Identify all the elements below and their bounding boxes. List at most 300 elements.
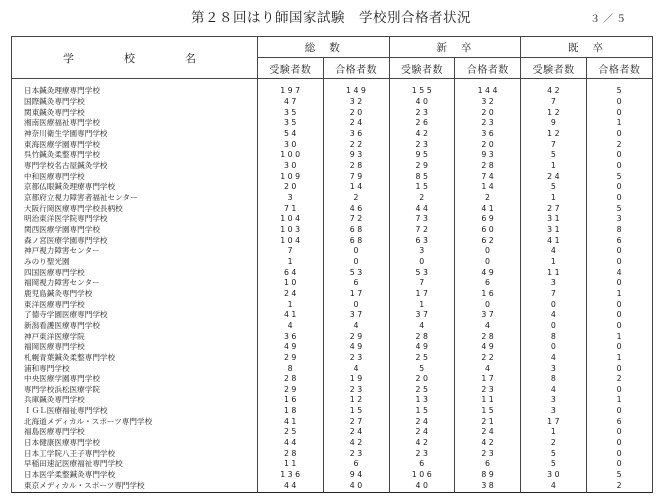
school-header: 学校名 [12, 37, 258, 79]
school-name: 明治東洋医学院専門学校 [12, 214, 258, 225]
table-row [12, 118, 653, 129]
cell-new-examinees: 85 [389, 172, 455, 183]
cell-previous-passed: 0 [586, 449, 652, 460]
cell-total-passed: 29 [323, 332, 389, 343]
table-row [12, 300, 653, 311]
school-name: 専門学校名古屋鍼灸学校 [12, 161, 258, 172]
cell-new-examinees: 25 [389, 385, 455, 396]
cell-total-passed: 27 [323, 417, 389, 428]
cell-previous-examinees: 24 [521, 172, 587, 183]
cell-new-passed: 69 [455, 214, 521, 225]
cell-total-passed: 94 [323, 470, 389, 481]
cell-total-passed: 68 [323, 236, 389, 247]
school-name: 京都府立視力障害者福祉センター [12, 193, 258, 204]
cell-previous-passed: 0 [586, 427, 652, 438]
cell-total-examinees: 104 [258, 236, 324, 247]
cell-new-passed: 74 [455, 172, 521, 183]
subheader-total-passed: 合格者数 [323, 58, 389, 79]
table-row [12, 79, 653, 98]
cell-new-passed: 14 [455, 182, 521, 193]
cell-previous-passed: 4 [586, 268, 652, 279]
cell-previous-passed: 0 [586, 300, 652, 311]
table-row [12, 459, 653, 470]
cell-new-passed: 49 [455, 268, 521, 279]
cell-new-passed: 20 [455, 108, 521, 119]
cell-previous-examinees: 3 [521, 396, 587, 407]
school-name: 日本医学柔整鍼灸専門学校 [12, 470, 258, 481]
subheader-new-examinees: 受験者数 [389, 58, 455, 79]
table-row [12, 278, 653, 289]
cell-previous-passed: 0 [586, 406, 652, 417]
table-row [12, 332, 653, 343]
cell-previous-passed: 0 [586, 278, 652, 289]
school-name: 専門学校浜松医療学院 [12, 385, 258, 396]
cell-previous-examinees: 7 [521, 140, 587, 151]
table-row [12, 396, 653, 407]
cell-new-examinees: 5 [389, 364, 455, 375]
cell-previous-examinees: 17 [521, 417, 587, 428]
cell-total-examinees: 41 [258, 417, 324, 428]
cell-total-passed: 15 [323, 406, 389, 417]
cell-total-examinees: 104 [258, 214, 324, 225]
cell-total-examinees: 103 [258, 225, 324, 236]
school-name: 福岡医療専門学校 [12, 342, 258, 353]
cell-new-examinees: 37 [389, 310, 455, 321]
cell-total-examinees: 20 [258, 182, 324, 193]
cell-previous-passed: 0 [586, 108, 652, 119]
cell-total-examinees: 28 [258, 374, 324, 385]
page-number: ３／５ [590, 14, 629, 25]
cell-previous-passed: 5 [586, 204, 652, 215]
cell-previous-examinees: 1 [521, 257, 587, 268]
table-row [12, 417, 653, 428]
cell-total-passed: 24 [323, 427, 389, 438]
cell-new-examinees: 15 [389, 406, 455, 417]
cell-previous-passed: 1 [586, 332, 652, 343]
table-row [12, 385, 653, 396]
cell-new-examinees: 0 [389, 257, 455, 268]
table-row [12, 204, 653, 215]
cell-new-examinees: 24 [389, 417, 455, 428]
table-row [12, 225, 653, 236]
cell-total-passed: 23 [323, 385, 389, 396]
cell-previous-examinees: 31 [521, 214, 587, 225]
cell-total-passed: 6 [323, 278, 389, 289]
cell-total-passed: 42 [323, 438, 389, 449]
group-header-new-graduates: 新卒 [389, 37, 521, 58]
cell-new-examinees: 73 [389, 214, 455, 225]
table-row [12, 427, 653, 438]
table-row [12, 150, 653, 161]
cell-previous-examinees: 31 [521, 225, 587, 236]
cell-previous-examinees: 2 [521, 438, 587, 449]
cell-new-passed: 15 [455, 406, 521, 417]
cell-total-examinees: 35 [258, 118, 324, 129]
cell-total-passed: 24 [323, 118, 389, 129]
cell-total-examinees: 16 [258, 396, 324, 407]
cell-total-examinees: 29 [258, 353, 324, 364]
table-row [12, 374, 653, 385]
cell-previous-examinees: 12 [521, 129, 587, 140]
cell-new-passed: 4 [455, 364, 521, 375]
school-name: 呉竹鍼灸柔整専門学校 [12, 150, 258, 161]
cell-previous-passed: 0 [586, 310, 652, 321]
cell-previous-examinees: 3 [521, 364, 587, 375]
cell-new-passed: 144 [455, 79, 521, 98]
school-name: 早稲田速記医療福祉専門学校 [12, 459, 258, 470]
cell-new-examinees: 106 [389, 470, 455, 481]
cell-total-passed: 20 [323, 108, 389, 119]
cell-new-passed: 4 [455, 321, 521, 332]
school-name: 関西医療学園専門学校 [12, 225, 258, 236]
cell-total-examinees: 197 [258, 79, 324, 98]
cell-new-passed: 37 [455, 310, 521, 321]
cell-new-passed: 21 [455, 417, 521, 428]
table-row [12, 108, 653, 119]
table-row [12, 310, 653, 321]
cell-previous-examinees: 7 [521, 289, 587, 300]
group-header-previous-graduates: 既卒 [521, 37, 653, 58]
cell-total-examinees: 11 [258, 459, 324, 470]
cell-new-passed: 2 [455, 193, 521, 204]
cell-previous-examinees: 7 [521, 97, 587, 108]
cell-previous-examinees: 8 [521, 332, 587, 343]
cell-total-passed: 28 [323, 161, 389, 172]
cell-previous-passed: 2 [586, 374, 652, 385]
cell-new-examinees: 53 [389, 268, 455, 279]
cell-new-passed: 16 [455, 289, 521, 300]
cell-new-examinees: 7 [389, 278, 455, 289]
cell-previous-passed: 1 [586, 396, 652, 407]
table-row [12, 449, 653, 460]
cell-previous-examinees: 0 [521, 321, 587, 332]
school-name: 東海医療学園専門学校 [12, 140, 258, 151]
table-row [12, 342, 653, 353]
subheader-previous-passed: 合格者数 [586, 58, 652, 79]
school-name: 福岡視力障害センター [12, 278, 258, 289]
cell-new-examinees: 3 [389, 246, 455, 257]
table-row [12, 172, 653, 183]
cell-new-passed: 11 [455, 396, 521, 407]
cell-total-passed: 93 [323, 150, 389, 161]
cell-total-passed: 23 [323, 353, 389, 364]
school-name: 北海道メディカル・スポーツ専門学校 [12, 417, 258, 428]
cell-previous-passed: 0 [586, 129, 652, 140]
cell-new-examinees: 42 [389, 129, 455, 140]
cell-previous-examinees: 4 [521, 246, 587, 257]
cell-new-passed: 36 [455, 129, 521, 140]
cell-previous-passed: 5 [586, 172, 652, 183]
cell-total-examinees: 71 [258, 204, 324, 215]
cell-previous-passed: 0 [586, 342, 652, 353]
cell-previous-passed: 0 [586, 193, 652, 204]
cell-total-passed: 0 [323, 300, 389, 311]
cell-total-examinees: 47 [258, 97, 324, 108]
cell-total-examinees: 44 [258, 481, 324, 493]
cell-total-passed: 79 [323, 172, 389, 183]
cell-total-examinees: 44 [258, 438, 324, 449]
subheader-new-passed: 合格者数 [455, 58, 521, 79]
results-table [11, 36, 653, 493]
table-row [12, 97, 653, 108]
cell-previous-examinees: 27 [521, 204, 587, 215]
cell-previous-examinees: 1 [521, 193, 587, 204]
cell-new-passed: 28 [455, 161, 521, 172]
school-name: 了德寺学園医療専門学校 [12, 310, 258, 321]
cell-new-passed: 62 [455, 236, 521, 247]
table-row [12, 257, 653, 268]
cell-previous-passed: 0 [586, 385, 652, 396]
cell-total-examinees: 35 [258, 108, 324, 119]
cell-total-examinees: 29 [258, 385, 324, 396]
table-row [12, 214, 653, 225]
cell-new-passed: 0 [455, 300, 521, 311]
cell-new-passed: 17 [455, 374, 521, 385]
table-row [12, 321, 653, 332]
cell-previous-passed: 0 [586, 97, 652, 108]
table-row [12, 289, 653, 300]
cell-total-examinees: 25 [258, 427, 324, 438]
cell-previous-examinees: 9 [521, 118, 587, 129]
cell-previous-passed: 6 [586, 236, 652, 247]
cell-previous-examinees: 5 [521, 449, 587, 460]
school-name: 神戸東洋医療学院 [12, 332, 258, 343]
cell-total-passed: 40 [323, 481, 389, 493]
cell-previous-examinees: 5 [521, 459, 587, 470]
cell-new-examinees: 72 [389, 225, 455, 236]
school-name: 神戸視力障害センター [12, 246, 258, 257]
cell-total-examinees: 1 [258, 300, 324, 311]
table-row [12, 182, 653, 193]
cell-previous-passed: 1 [586, 118, 652, 129]
school-name: 四国医療専門学校 [12, 268, 258, 279]
cell-total-examinees: 49 [258, 342, 324, 353]
cell-previous-passed: 1 [586, 353, 652, 364]
cell-previous-passed: 0 [586, 438, 652, 449]
cell-new-examinees: 44 [389, 204, 455, 215]
cell-total-examinees: 28 [258, 449, 324, 460]
cell-total-examinees: 136 [258, 470, 324, 481]
school-name: 大阪行岡医療専門学校長柄校 [12, 204, 258, 215]
cell-previous-passed: 0 [586, 246, 652, 257]
table-row [12, 140, 653, 151]
cell-previous-passed: 0 [586, 364, 652, 375]
cell-new-passed: 6 [455, 278, 521, 289]
cell-new-passed: 93 [455, 150, 521, 161]
cell-new-examinees: 24 [389, 427, 455, 438]
cell-total-examinees: 24 [258, 289, 324, 300]
cell-total-examinees: 64 [258, 268, 324, 279]
cell-total-examinees: 1 [258, 257, 324, 268]
cell-total-passed: 32 [323, 97, 389, 108]
table-row [12, 481, 653, 493]
cell-new-passed: 24 [455, 427, 521, 438]
cell-total-examinees: 100 [258, 150, 324, 161]
cell-total-passed: 0 [323, 257, 389, 268]
cell-previous-examinees: 12 [521, 108, 587, 119]
cell-total-passed: 19 [323, 374, 389, 385]
cell-previous-examinees: 11 [521, 268, 587, 279]
cell-previous-examinees: 0 [521, 342, 587, 353]
cell-new-examinees: 155 [389, 79, 455, 98]
cell-new-examinees: 15 [389, 182, 455, 193]
cell-total-examinees: 18 [258, 406, 324, 417]
cell-new-examinees: 42 [389, 438, 455, 449]
school-name: 鹿児島鍼灸専門学校 [12, 289, 258, 300]
cell-previous-examinees: 4 [521, 385, 587, 396]
cell-new-passed: 38 [455, 481, 521, 493]
cell-new-passed: 60 [455, 225, 521, 236]
cell-total-passed: 2 [323, 193, 389, 204]
cell-new-passed: 49 [455, 342, 521, 353]
school-name: 国際鍼灸専門学校 [12, 97, 258, 108]
cell-total-passed: 46 [323, 204, 389, 215]
cell-new-examinees: 40 [389, 97, 455, 108]
cell-previous-passed: 3 [586, 214, 652, 225]
school-name: 関東鍼灸専門学校 [12, 108, 258, 119]
cell-new-examinees: 20 [389, 374, 455, 385]
cell-new-passed: 0 [455, 257, 521, 268]
table-row [12, 246, 653, 257]
cell-new-passed: 28 [455, 332, 521, 343]
table-row [12, 161, 653, 172]
cell-previous-examinees: 41 [521, 236, 587, 247]
cell-new-examinees: 95 [389, 150, 455, 161]
cell-total-passed: 4 [323, 321, 389, 332]
cell-previous-examinees: 42 [521, 79, 587, 98]
cell-total-examinees: 41 [258, 310, 324, 321]
school-name: 東洋医療専門学校 [12, 300, 258, 311]
cell-new-passed: 89 [455, 470, 521, 481]
table-row [12, 236, 653, 247]
cell-previous-examinees: 5 [521, 182, 587, 193]
cell-new-examinees: 6 [389, 459, 455, 470]
cell-total-examinees: 3 [258, 193, 324, 204]
cell-previous-examinees: 30 [521, 470, 587, 481]
cell-new-passed: 6 [455, 459, 521, 470]
school-name: 札幌青葉鍼灸柔整専門学校 [12, 353, 258, 364]
cell-new-passed: 42 [455, 438, 521, 449]
school-name: 新潟看護医療専門学校 [12, 321, 258, 332]
cell-total-passed: 53 [323, 268, 389, 279]
cell-previous-examinees: 1 [521, 427, 587, 438]
cell-new-passed: 32 [455, 97, 521, 108]
cell-total-passed: 6 [323, 459, 389, 470]
cell-new-passed: 22 [455, 353, 521, 364]
cell-new-passed: 41 [455, 204, 521, 215]
cell-new-examinees: 49 [389, 342, 455, 353]
cell-new-examinees: 23 [389, 140, 455, 151]
cell-previous-passed: 8 [586, 225, 652, 236]
cell-new-passed: 20 [455, 140, 521, 151]
cell-new-examinees: 28 [389, 332, 455, 343]
cell-total-examinees: 7 [258, 246, 324, 257]
school-name: 中央医療学園専門学校 [12, 374, 258, 385]
cell-total-examinees: 30 [258, 161, 324, 172]
cell-new-examinees: 23 [389, 108, 455, 119]
cell-previous-examinees: 3 [521, 278, 587, 289]
cell-previous-examinees: 5 [521, 150, 587, 161]
table-row [12, 129, 653, 140]
cell-new-passed: 23 [455, 385, 521, 396]
cell-previous-examinees: 4 [521, 481, 587, 493]
school-name: ＩＧＬ医療福祉専門学校 [12, 406, 258, 417]
cell-total-passed: 4 [323, 364, 389, 375]
cell-new-examinees: 26 [389, 118, 455, 129]
cell-new-passed: 23 [455, 118, 521, 129]
table-row [12, 268, 653, 279]
cell-new-examinees: 13 [389, 396, 455, 407]
school-name: 日本健康医療専門学校 [12, 438, 258, 449]
table-row [12, 406, 653, 417]
table-row [12, 470, 653, 481]
school-name: 福島医療専門学校 [12, 427, 258, 438]
school-name: 神奈川衛生学園専門学校 [12, 129, 258, 140]
cell-new-examinees: 2 [389, 193, 455, 204]
cell-total-passed: 0 [323, 246, 389, 257]
cell-total-passed: 37 [323, 310, 389, 321]
cell-previous-passed: 5 [586, 79, 652, 98]
school-name: 中和医療専門学校 [12, 172, 258, 183]
cell-total-examinees: 10 [258, 278, 324, 289]
cell-total-passed: 36 [323, 129, 389, 140]
cell-total-passed: 72 [323, 214, 389, 225]
cell-total-examinees: 109 [258, 172, 324, 183]
school-name: 日本鍼灸理療専門学校 [12, 79, 258, 98]
cell-total-passed: 22 [323, 140, 389, 151]
cell-new-passed: 23 [455, 449, 521, 460]
cell-total-passed: 68 [323, 225, 389, 236]
cell-total-passed: 17 [323, 289, 389, 300]
cell-new-examinees: 63 [389, 236, 455, 247]
cell-new-examinees: 25 [389, 353, 455, 364]
cell-total-passed: 12 [323, 396, 389, 407]
cell-total-examinees: 8 [258, 364, 324, 375]
cell-previous-passed: 0 [586, 150, 652, 161]
cell-previous-passed: 5 [586, 470, 652, 481]
table-row [12, 438, 653, 449]
school-name: 兵庫鍼灸専門学校 [12, 396, 258, 407]
cell-total-passed: 149 [323, 79, 389, 98]
cell-previous-examinees: 3 [521, 406, 587, 417]
cell-new-examinees: 40 [389, 481, 455, 493]
school-name: 湘南医療福祉専門学校 [12, 118, 258, 129]
cell-total-examinees: 30 [258, 140, 324, 151]
school-name: 東京メディカル・スポーツ専門学校 [12, 481, 258, 493]
school-name: 京都仏眼鍼灸理療専門学校 [12, 182, 258, 193]
school-name: 浦和専門学校 [12, 364, 258, 375]
cell-previous-passed: 0 [586, 459, 652, 470]
subheader-total-examinees: 受験者数 [258, 58, 324, 79]
cell-previous-passed: 2 [586, 140, 652, 151]
cell-total-passed: 14 [323, 182, 389, 193]
cell-new-examinees: 29 [389, 161, 455, 172]
table-row [12, 364, 653, 375]
cell-previous-examinees: 4 [521, 310, 587, 321]
cell-previous-passed: 0 [586, 161, 652, 172]
school-name: 森ノ宮医療学園専門学校 [12, 236, 258, 247]
cell-previous-examinees: 4 [521, 353, 587, 364]
cell-new-examinees: 1 [389, 300, 455, 311]
cell-previous-passed: 0 [586, 182, 652, 193]
table-row [12, 353, 653, 364]
cell-total-passed: 49 [323, 342, 389, 353]
cell-previous-passed: 6 [586, 417, 652, 428]
cell-previous-examinees: 1 [521, 161, 587, 172]
cell-new-examinees: 17 [389, 289, 455, 300]
cell-previous-passed: 2 [586, 481, 652, 493]
cell-total-passed: 23 [323, 449, 389, 460]
